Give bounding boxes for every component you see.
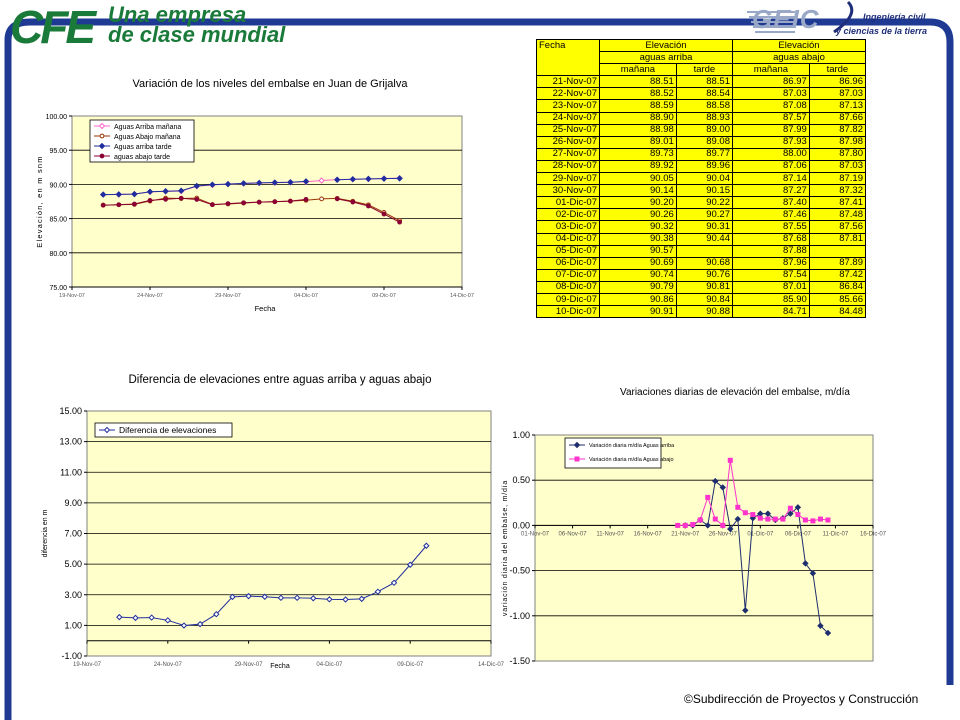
table-row	[537, 100, 866, 112]
data-point	[195, 198, 199, 202]
elevation-cell: 87.93	[732, 136, 809, 148]
table-row	[537, 306, 866, 318]
table-header-row	[537, 52, 866, 64]
data-point	[736, 505, 740, 509]
header-manana: mañana	[600, 64, 677, 76]
header-tarde: tarde	[676, 64, 732, 76]
tagline-line2: de clase mundial	[108, 22, 286, 47]
header-manana: mañana	[732, 64, 809, 76]
date-cell: 05-Dic-07	[537, 245, 600, 257]
table-row	[537, 173, 866, 185]
table-row	[537, 257, 866, 269]
x-tick-label: 14-Dic-07	[450, 293, 474, 299]
chart-title: Variaciones diarias de elevación del embalse, m/día	[620, 387, 850, 398]
table-row	[537, 197, 866, 209]
y-tick-label: 85.00	[49, 216, 67, 224]
y-tick-label: -1.00	[509, 610, 530, 621]
elevation-cell: 89.08	[676, 136, 732, 148]
elevation-cell: 87.03	[732, 88, 809, 100]
x-tick-label: 26-Nov-07	[708, 531, 737, 538]
header-fecha: Fecha	[537, 40, 600, 52]
table-header-row	[537, 40, 866, 52]
data-point	[273, 200, 277, 204]
table-row	[537, 269, 866, 281]
elevation-cell: 84.71	[732, 306, 809, 318]
x-tick-label: 16-Dic-07	[859, 531, 887, 538]
x-axis-label: Fecha	[254, 304, 276, 313]
date-cell: 22-Nov-07	[537, 88, 600, 100]
elevation-cell: 89.92	[600, 160, 677, 172]
elevation-cell: 87.40	[732, 197, 809, 209]
y-tick-label: -1.50	[509, 656, 530, 666]
elevation-cell: 86.96	[809, 76, 865, 88]
y-tick-label: 9.00	[64, 497, 82, 508]
x-tick-label: 09-Dic-07	[372, 293, 396, 299]
chart-title: Diferencia de elevaciones entre aguas arriba y aguas abajo	[128, 374, 432, 386]
elevation-cell: 88.59	[600, 100, 677, 112]
legend-label: Aguas arriba tarde	[114, 144, 172, 151]
elevation-cell: 89.01	[600, 136, 677, 148]
elevation-cell: 87.03	[809, 88, 865, 100]
elevation-cell: 90.05	[600, 173, 677, 185]
x-tick-label: 04-Dic-07	[294, 293, 318, 299]
elevation-cell: 88.90	[600, 112, 677, 124]
data-point	[706, 495, 710, 499]
elevation-cell: 87.19	[809, 173, 865, 185]
elevation-cell: 85.66	[809, 293, 865, 305]
geic-line1: Ingeniería civil	[863, 12, 926, 22]
elevation-cell: 90.26	[600, 209, 677, 221]
x-tick-label: 19-Nov-07	[72, 662, 102, 668]
table-row	[537, 233, 866, 245]
elevation-cell: 90.76	[676, 269, 732, 281]
data-point	[788, 506, 792, 510]
elevation-cell: 87.89	[809, 257, 865, 269]
elevation-cell	[809, 245, 865, 257]
date-cell: 24-Nov-07	[537, 112, 600, 124]
x-tick-label: 19-Nov-07	[59, 293, 85, 299]
table-row	[537, 136, 866, 148]
table-row	[537, 281, 866, 293]
data-point	[575, 457, 579, 461]
geic-line2: y ciencias de la tierra	[836, 26, 928, 36]
x-tick-label: 01-Nov-07	[520, 531, 550, 538]
elevation-cell: 90.57	[600, 245, 677, 257]
elevation-cell: 87.96	[732, 257, 809, 269]
y-tick-label: 1.00	[64, 620, 82, 631]
table-row	[537, 293, 866, 305]
data-point	[100, 154, 104, 158]
date-cell: 21-Nov-07	[537, 76, 600, 88]
table-row	[537, 221, 866, 233]
table-row	[537, 148, 866, 160]
table-row	[537, 124, 866, 136]
elevation-cell: 87.82	[809, 124, 865, 136]
elevation-cell: 87.56	[809, 221, 865, 233]
elevation-cell: 84.48	[809, 306, 865, 318]
elevation-cell: 87.08	[732, 100, 809, 112]
elevation-cell: 90.81	[676, 281, 732, 293]
data-point	[320, 197, 324, 201]
elevation-cell: 90.04	[676, 173, 732, 185]
y-axis-label: Elevación, en m snm	[35, 155, 44, 248]
legend-label: Variación diaria m/día Aguas abajo	[589, 457, 674, 463]
header-elevacion-abajo: Elevación	[732, 40, 865, 52]
elevation-cell: 87.88	[732, 245, 809, 257]
data-point	[676, 523, 680, 527]
date-cell: 02-Dic-07	[537, 209, 600, 221]
elevation-cell: 89.00	[676, 124, 732, 136]
x-tick-label: 11-Dic-07	[822, 531, 849, 538]
elevation-cell: 87.99	[732, 124, 809, 136]
elevation-cell: 87.06	[732, 160, 809, 172]
elevation-cell: 90.88	[676, 306, 732, 318]
y-tick-label: 1.00	[512, 430, 530, 440]
date-cell: 07-Dic-07	[537, 269, 600, 281]
x-tick-label: 09-Dic-07	[397, 662, 424, 668]
x-tick-label: 24-Nov-07	[153, 662, 182, 668]
elevation-cell: 88.51	[676, 76, 732, 88]
elevation-cell: 90.15	[676, 185, 732, 197]
date-cell: 29-Nov-07	[537, 173, 600, 185]
elevation-cell: 87.03	[809, 160, 865, 172]
date-cell: 28-Nov-07	[537, 160, 600, 172]
y-tick-label: -1.00	[61, 651, 82, 661]
data-point	[773, 517, 777, 521]
elevation-cell: 90.86	[600, 293, 677, 305]
elevation-cell: 86.84	[809, 281, 865, 293]
elevation-cell: 85.90	[732, 293, 809, 305]
legend-label: Variación diaria m/día Aguas arriba	[589, 443, 675, 449]
data-point	[367, 204, 371, 208]
elevation-cell: 89.77	[676, 148, 732, 160]
elevation-cell: 87.42	[809, 269, 865, 281]
elevation-cell: 87.32	[809, 185, 865, 197]
chart-diferencia-elevaciones	[30, 368, 505, 676]
table-row	[537, 76, 866, 88]
x-tick-label: 24-Nov-07	[137, 293, 163, 299]
tagline-line1: Una empresa	[108, 2, 247, 27]
x-axis-label: Fecha	[270, 663, 290, 670]
table-row	[537, 209, 866, 221]
elevation-cell: 88.58	[676, 100, 732, 112]
data-point	[351, 200, 355, 204]
elevation-cell: 87.01	[732, 281, 809, 293]
y-tick-label: 0.00	[512, 520, 530, 531]
x-tick-label: 04-Dic-07	[316, 662, 343, 668]
elevation-cell: 90.91	[600, 306, 677, 318]
data-point	[257, 200, 261, 204]
data-point	[766, 517, 770, 521]
elevation-cell: 88.93	[676, 112, 732, 124]
data-point	[818, 517, 822, 521]
data-point	[100, 134, 104, 138]
elevation-cell: 87.48	[809, 209, 865, 221]
elevation-cell: 90.79	[600, 281, 677, 293]
elevation-cell: 88.98	[600, 124, 677, 136]
elevation-cell: 88.52	[600, 88, 677, 100]
table-row	[537, 185, 866, 197]
legend-label: Aguas Abajo mañana	[114, 134, 181, 141]
data-point	[304, 197, 308, 201]
geic-logo: GEIC	[752, 4, 820, 34]
table-row	[537, 245, 866, 257]
x-tick-label: 06-Nov-07	[558, 531, 587, 538]
date-cell: 06-Dic-07	[537, 257, 600, 269]
elevation-cell: 88.51	[600, 76, 677, 88]
x-tick-label: 06-Dic-07	[784, 531, 811, 538]
elevation-cell: 90.27	[676, 209, 732, 221]
y-tick-label: 11.00	[60, 467, 82, 478]
elevation-cell: 87.46	[732, 209, 809, 221]
y-tick-label: 100.00	[45, 114, 67, 121]
data-point	[179, 196, 183, 200]
date-cell: 01-Dic-07	[537, 197, 600, 209]
x-tick-label: 16-Nov-07	[633, 531, 662, 538]
legend-label: Diferencia de elevaciones	[119, 425, 217, 435]
elevation-cell: 90.38	[600, 233, 677, 245]
elevation-cell: 87.14	[732, 173, 809, 185]
data-point	[242, 201, 246, 205]
elevation-cell: 87.68	[732, 233, 809, 245]
date-cell: 27-Nov-07	[537, 148, 600, 160]
date-cell: 25-Nov-07	[537, 124, 600, 136]
data-point	[691, 522, 695, 526]
cfe-logo: CFE	[10, 1, 93, 53]
data-point	[758, 516, 762, 520]
table-row	[537, 112, 866, 124]
date-cell: 23-Nov-07	[537, 100, 600, 112]
header-elevacion-arriba: Elevación	[600, 40, 733, 52]
data-point	[101, 203, 105, 207]
elevation-cell: 87.27	[732, 185, 809, 197]
chart-title: Variación de los niveles del embalse en Juan de Grijalva	[132, 78, 408, 90]
elevation-cell: 87.13	[809, 100, 865, 112]
y-axis-label: variación diaria del embalse, m/día	[502, 479, 509, 617]
data-point	[743, 511, 747, 515]
elevation-cell: 90.44	[676, 233, 732, 245]
elevation-cell: 87.57	[732, 112, 809, 124]
table-row	[537, 88, 866, 100]
data-point	[713, 517, 717, 521]
elevation-cell: 90.31	[676, 221, 732, 233]
y-axis-label: diferencia en m	[42, 509, 49, 558]
data-point	[803, 518, 807, 522]
table-row	[537, 160, 866, 172]
elevation-cell: 90.14	[600, 185, 677, 197]
y-tick-label: 75.00	[49, 285, 67, 292]
data-point	[781, 517, 785, 521]
x-tick-label: 14-Dic-07	[477, 662, 505, 668]
y-tick-label: -0.50	[509, 565, 530, 576]
elevation-cell: 87.80	[809, 148, 865, 160]
data-point	[117, 203, 121, 207]
data-point	[683, 523, 687, 527]
elevation-cell: 87.98	[809, 136, 865, 148]
y-tick-label: 15.00	[59, 406, 82, 416]
date-cell: 10-Dic-07	[537, 306, 600, 318]
elevation-cell: 89.96	[676, 160, 732, 172]
data-point	[211, 203, 215, 207]
elevation-cell: 90.20	[600, 197, 677, 209]
header-tarde: tarde	[809, 64, 865, 76]
y-tick-label: 0.50	[512, 475, 530, 486]
data-point	[148, 199, 152, 203]
elevation-cell: 90.84	[676, 293, 732, 305]
x-tick-label: 29-Nov-07	[215, 293, 241, 299]
y-tick-label: 90.00	[49, 182, 67, 190]
date-cell: 30-Nov-07	[537, 185, 600, 197]
data-point	[796, 513, 800, 517]
data-point	[721, 523, 725, 527]
data-point	[133, 202, 137, 206]
date-cell: 08-Dic-07	[537, 281, 600, 293]
elevation-cell: 87.81	[809, 233, 865, 245]
date-cell: 26-Nov-07	[537, 136, 600, 148]
elevation-cell: 88.54	[676, 88, 732, 100]
y-tick-label: 7.00	[64, 528, 82, 539]
data-point	[289, 199, 293, 203]
date-cell: 03-Dic-07	[537, 221, 600, 233]
elevation-cell	[676, 245, 732, 257]
y-tick-label: 3.00	[64, 589, 82, 600]
data-point	[164, 197, 168, 201]
data-point	[382, 212, 386, 216]
chart-niveles-embalse	[30, 70, 490, 320]
data-point	[751, 513, 755, 517]
elevation-cell: 90.68	[676, 257, 732, 269]
data-point	[335, 197, 339, 201]
y-tick-label: 95.00	[49, 148, 67, 156]
data-point	[826, 518, 830, 522]
header-spacer	[537, 52, 600, 64]
footer-credit: ©Subdirección de Proyectos y Construcción	[684, 692, 919, 706]
data-point	[728, 458, 732, 462]
date-cell: 09-Dic-07	[537, 293, 600, 305]
x-tick-label: 21-Nov-07	[671, 531, 700, 538]
elevation-cell: 90.22	[676, 197, 732, 209]
header-aguas-abajo: aguas abajo	[732, 52, 865, 64]
header-aguas-arriba: aguas arriba	[600, 52, 733, 64]
header-spacer	[537, 64, 600, 76]
elevation-cell: 87.41	[809, 197, 865, 209]
elevation-cell: 89.73	[600, 148, 677, 160]
chart-variaciones-diarias	[495, 380, 895, 672]
data-point	[811, 519, 815, 523]
x-tick-label: 29-Nov-07	[234, 662, 263, 668]
elevation-cell: 90.69	[600, 257, 677, 269]
data-point	[698, 518, 702, 522]
elevation-cell: 87.66	[809, 112, 865, 124]
y-tick-label: 80.00	[49, 250, 67, 258]
legend-label: aguas abajo tarde	[114, 154, 171, 161]
elevation-cell: 87.54	[732, 269, 809, 281]
elevation-cell: 88.00	[732, 148, 809, 160]
legend-label: Aguas Arriba mañana	[114, 124, 182, 131]
elevation-cell: 90.32	[600, 221, 677, 233]
elevation-cell: 86.97	[732, 76, 809, 88]
x-tick-label: 11-Nov-07	[596, 531, 624, 538]
y-tick-label: 13.00	[59, 436, 82, 447]
data-point	[226, 202, 230, 206]
elevation-table	[536, 39, 866, 318]
data-point	[398, 220, 402, 224]
table-header-row	[537, 64, 866, 76]
date-cell: 04-Dic-07	[537, 233, 600, 245]
x-tick-label: 01-Dic-07	[747, 531, 774, 538]
elevation-cell: 90.74	[600, 269, 677, 281]
y-tick-label: 5.00	[64, 559, 82, 570]
elevation-cell: 87.55	[732, 221, 809, 233]
